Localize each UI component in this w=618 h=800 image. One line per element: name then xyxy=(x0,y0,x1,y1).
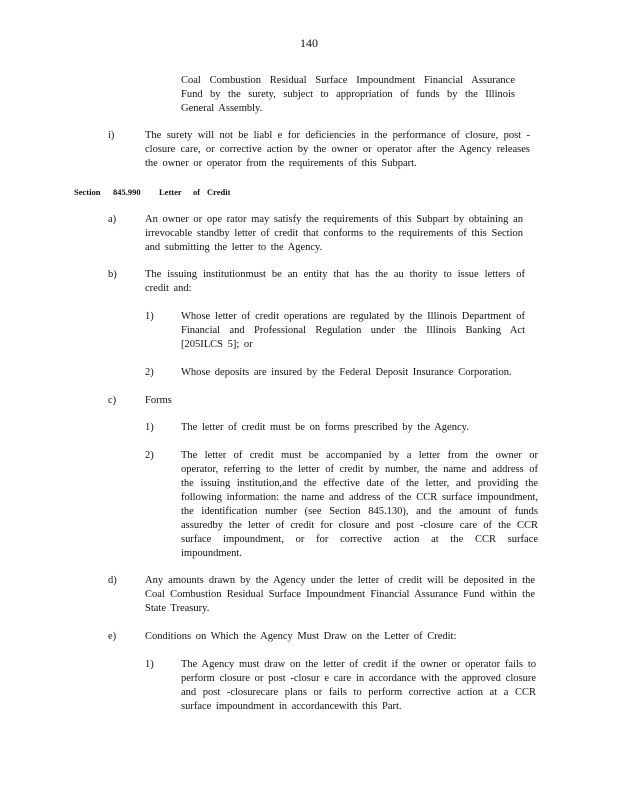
item-i-text: The surety will not be liabl e for deficiencies in the performance of closure, post - closure care, or corrective action by the owner or operator after the Agency releases the owner or operator from the requirements of this Subpart. xyxy=(145,130,530,169)
section-title-word-1: Letter xyxy=(159,187,182,197)
item-e-text: Conditions on Which the Agency Must Draw on the Letter of Credit: xyxy=(145,631,457,642)
item-e1-text: The Agency must draw on the letter of credit if the owner or operator fails to perform closure or post -closur e care in accordance with the approved closure and post -closurecare plans or fails to perform corrective action at a CCR surface impoundment in accordancewith this Part. xyxy=(181,659,536,712)
item-d-text: Any amounts drawn by the Agency under the letter of credit will be deposited in the Coal Combustion Residual Surface Impoundment Financial Assurance Fund within the State Treasury. xyxy=(145,575,535,614)
item-c2-label: 2) xyxy=(145,450,154,461)
item-b2-text: Whose deposits are insured by the Federal Deposit Insurance Corporation. xyxy=(181,367,512,378)
page-number: 140 xyxy=(300,36,318,50)
item-c2-text: The letter of credit must be accompanied by a letter from the owner or operator, referring to the letter of credit by number, the name and address of the issuing institution,and the effective date of the letter, and providing the following information: the name and address of the CCR surface impoundment, the identification number (see Section 845.130), and the amount of funds assuredby the letter of credit for closure and post -closure care of the CCR surface impoundment, or for corrective action at the CCR surface impoundment. xyxy=(181,450,538,559)
item-b-label: b) xyxy=(108,269,117,280)
item-c-text: Forms xyxy=(145,395,172,406)
intro-paragraph: Coal Combustion Residual Surface Impoundment Financial Assurance Fund by the surety, subject to appropriation of funds by the Illinois General Assembly. xyxy=(181,75,515,114)
item-b-text: The issuing institutionmust be an entity that has the au thority to issue letters of credit and: xyxy=(145,269,525,294)
item-a-text: An owner or ope rator may satisfy the requirements of this Subpart by obtaining an irrevocable standby letter of credit that conforms to the requirements of this Section and submitting the letter to the Agency. xyxy=(145,214,523,253)
section-prefix: Section xyxy=(74,187,101,197)
item-c1-label: 1) xyxy=(145,422,154,433)
item-c1-text: The letter of credit must be on forms prescribed by the Agency. xyxy=(181,422,469,433)
item-d-label: d) xyxy=(108,575,117,586)
item-a-label: a) xyxy=(108,214,117,225)
item-c-label: c) xyxy=(108,395,117,406)
item-e1-label: 1) xyxy=(145,659,154,670)
item-i-label: i) xyxy=(108,130,115,141)
item-e-label: e) xyxy=(108,631,117,642)
item-b2-label: 2) xyxy=(145,367,154,378)
section-number: 845.990 xyxy=(113,187,141,197)
item-b1-text: Whose letter of credit operations are regulated by the Illinois Department of Financial and Professional Regulation under the Illinois Banking Act [205ILCS 5]; or xyxy=(181,311,525,350)
section-title-word-2: of xyxy=(193,187,201,197)
item-b1-label: 1) xyxy=(145,311,154,322)
section-title-word-3: Credit xyxy=(207,187,231,197)
